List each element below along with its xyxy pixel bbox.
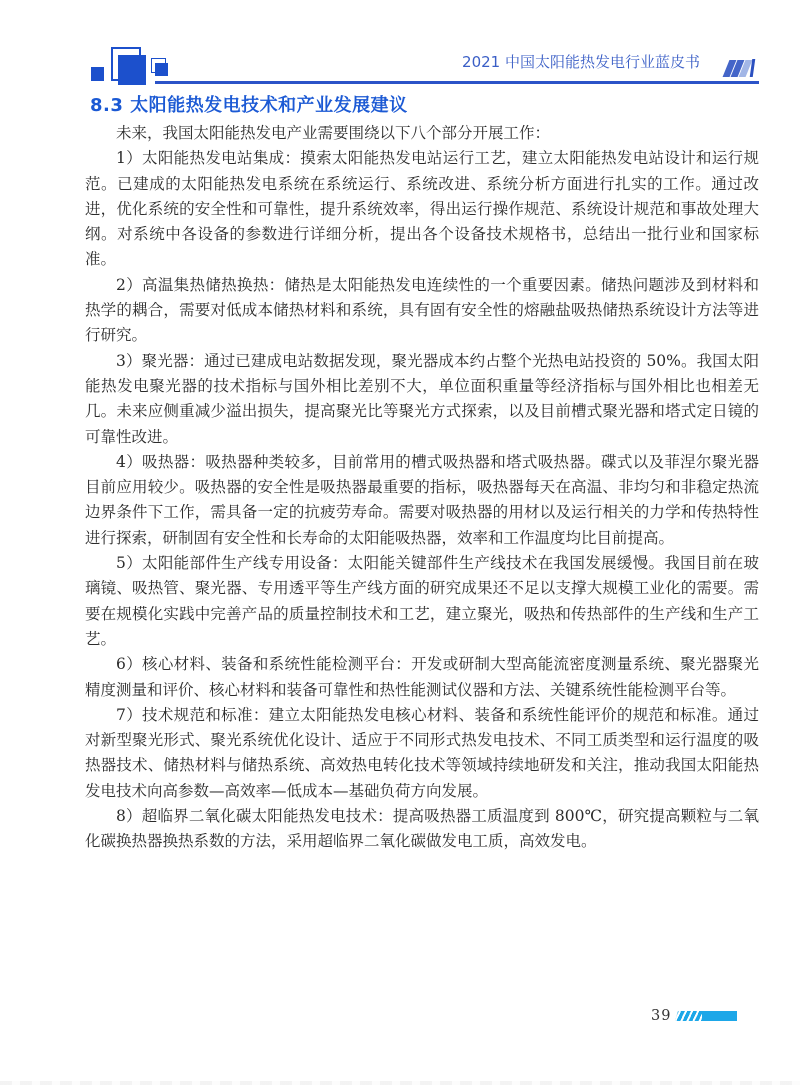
paragraph-item-5: 5）太阳能部件生产线专用设备：太阳能关键部件生产线技术在我国发展缓慢。我国目前在玻璃镜、吸热管、聚光器、专用透平等生产线方面的研究成果还不足以支撑大规模工业化的需要。需要在规模化实践中完善产品的质量控制技术和工艺，建立聚光，吸热和传热部件的生产线和生产工艺。 — [85, 554, 759, 648]
scan-edge-noise — [0, 1081, 800, 1085]
paragraph-item-1: 1）太阳能热发电站集成：摸索太阳能热发电站运行工艺，建立太阳能热发电站设计和运行规范。已建成的太阳能热发电系统在系统运行、系统改进、系统分析方面进行扎实的工作。通过改进，优化系统的安全性和可靠性，提升系统效率，得出运行操作规范、系统设计规范和事故处理大纲。对系统中各设备的参数进行详细分析，提出各个设备技术规格书，总结出一批行业和国家标准。 — [85, 149, 759, 269]
logo-small-square-right-icon — [155, 63, 168, 76]
paragraph-item-4: 4）吸热器：吸热器种类较多，目前常用的槽式吸热器和塔式吸热器。碟式以及菲涅尔聚光器目前应用较少。吸热器的安全性是吸热器最重要的指标，吸热器每天在高温、非均匀和非稳定热流边界条件下工作，需具备一定的抗疲劳寿命。需要对吸热器的用材以及运行相关的力学和传热特性进行探索，研制固有安全性和长寿命的太阳能吸热器，效率和工作温度均比目前提高。 — [85, 452, 759, 547]
page-number: 39 — [651, 1008, 672, 1024]
paragraph-item-7: 7）技术规范和标准：建立太阳能热发电核心材料、装备和系统性能评价的规范和标准。通过对新型聚光形式、聚光系统优化设计、适应于不同形式热发电技术、不同工质类型和运行温度的吸热器技术、储热材料与储热系统、高效热电转化技术等领域持续地研发和关注，推动我国太阳能热发电技术向高参数—高效率—低成本—基础负荷方向发展。 — [85, 705, 759, 800]
diagonal-slashes-icon — [726, 59, 754, 77]
body-text — [85, 121, 759, 855]
paragraph-item-8: 8）超临界二氧化碳太阳能热发电技术：提高吸热器工质温度到 800℃，研究提高颗粒与二氧化碳换热器换热系数的方法，采用超临界二氧化碳做发电工质，高效发电。 — [85, 807, 759, 851]
paragraph-item-2: 2）高温集热储热换热：储热是太阳能热发电连续性的一个重要因素。储热问题涉及到材料和热学的耦合，需要对低成本储热材料和系统，具有固有安全性的熔融盐吸热储热系统设计方法等进行研究。 — [85, 275, 759, 345]
section-heading: 8.3 太阳能热发电技术和产业发展建议 — [90, 95, 408, 116]
header-rule-line — [155, 81, 759, 84]
paragraph-item-3: 3）聚光器：通过已建成电站数据发现，聚光器成本约占整个光热电站投资的 50%。我国太阳能热发电聚光器的技术指标与国外相比差别不大，单位面积重量等经济指标与国外相比也相差无几。未来应侧重减少溢出损失，提高聚光比等聚光方式探索，以及目前槽式聚光器和塔式定日镜的可靠性改进。 — [85, 351, 759, 446]
intro-paragraph: 未来，我国太阳能热发电产业需要围绕以下八个部分开展工作： — [116, 124, 551, 142]
logo-small-square-left-icon — [91, 67, 104, 81]
paragraph-item-6: 6）核心材料、装备和系统性能检测平台：开发或研制大型高能流密度测量系统、聚光器聚光精度测量和评价、核心材料和装备可靠性和热性能测试仪器和方法、关键系统性能检测平台等。 — [85, 655, 759, 699]
footer-stripe-bar-icon — [675, 1011, 737, 1021]
header-book-title: 2021 中国太阳能热发电行业蓝皮书 — [462, 53, 700, 71]
logo-filled-square-icon — [118, 55, 146, 85]
